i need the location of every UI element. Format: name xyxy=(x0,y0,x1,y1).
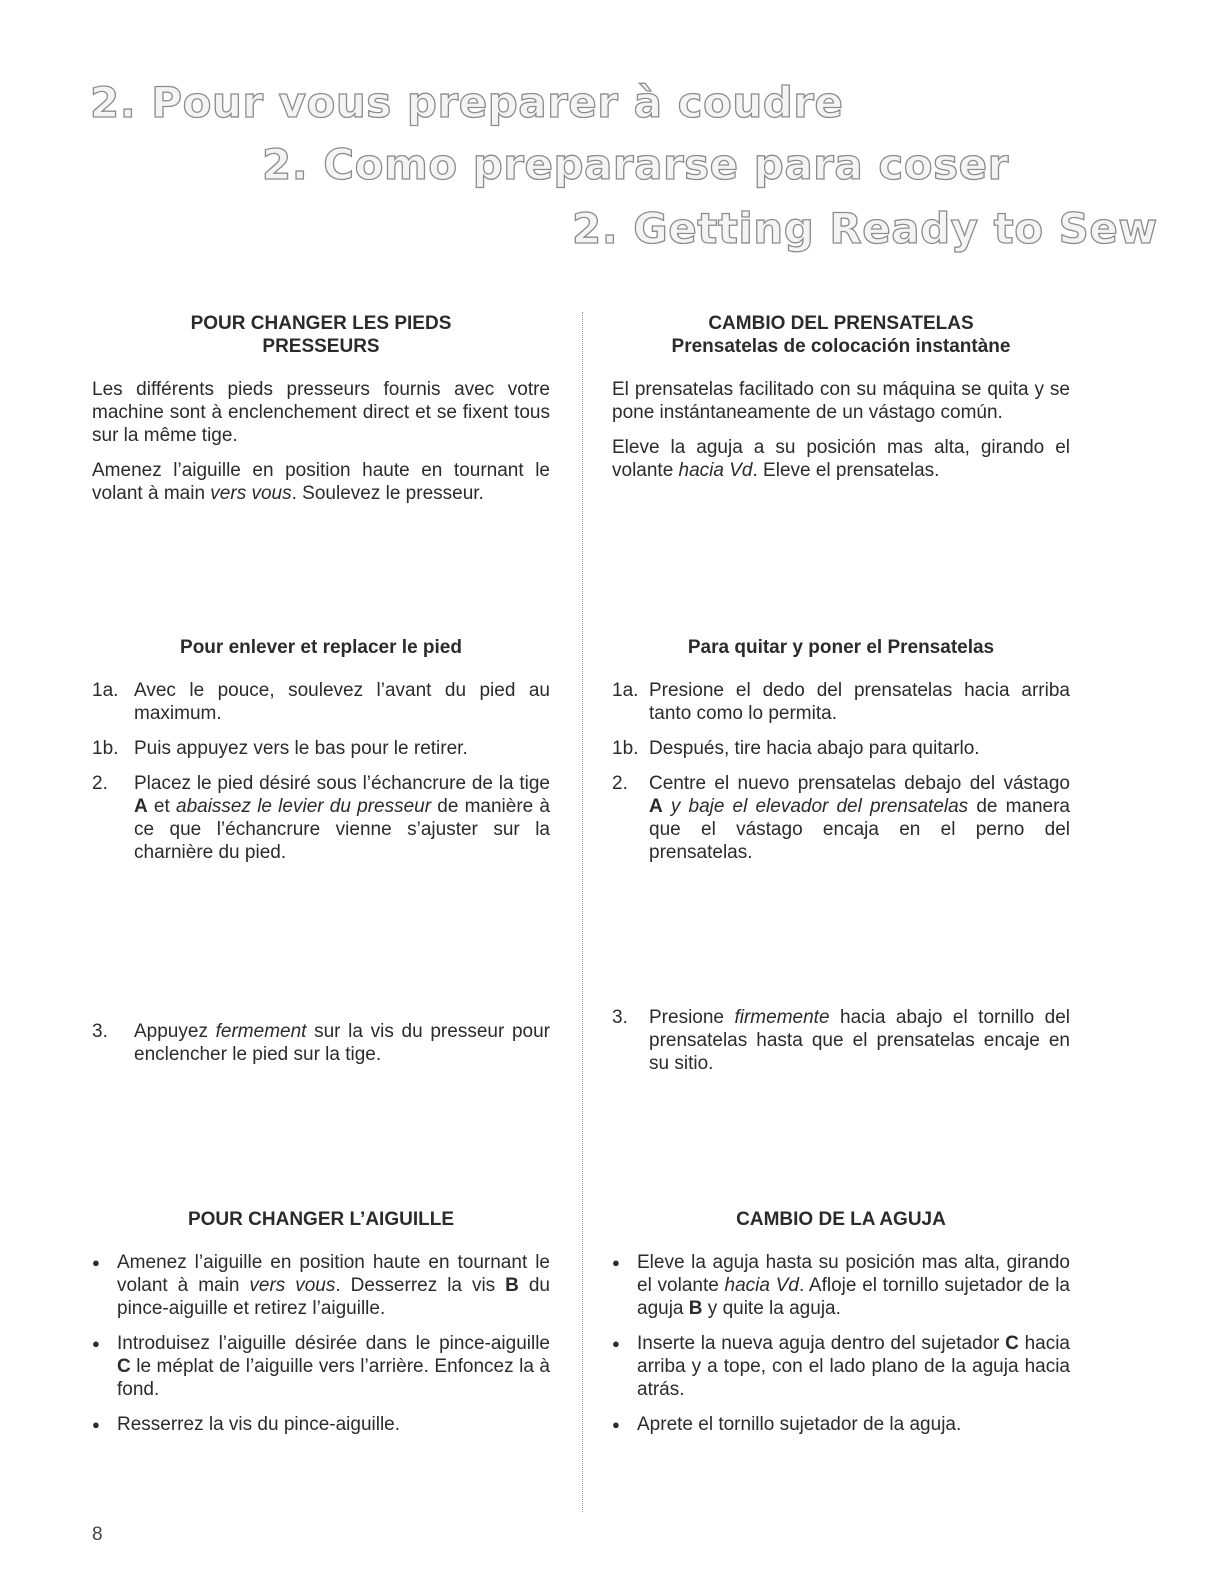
es-needle-bullet-1: ● Eleve la aguja hasta su posición mas alta, girando el volante hacia Vd. Afloje el tornillo sujetador de la aguja B y quite la aguja. xyxy=(612,1252,1070,1319)
es-step-3: 3. Presione firmemente hacia abajo el tornillo del prensatelas hasta que el prensatelas encaje en su sitio. xyxy=(612,1007,1070,1074)
es-needle-bullet-2: ● Inserte la nueva aguja dentro del sujetador C hacia arriba y a tope, con el lado plano de la aguja hacia atrás. xyxy=(612,1333,1070,1400)
title-french: 2. Pour vous preparer à coudre xyxy=(90,78,844,127)
page-number: 8 xyxy=(92,1524,103,1545)
fr-step-2: 2. Placez le pied désiré sous l’échancrure de la tige A et abaissez le levier du presseur de manière à ce que l’échancrure vienne s’ajuster sur la charnière du pied. xyxy=(92,773,550,863)
es-presser-paragraph-1: El prensatelas facilitado con su máquina se quita y se pone instántaneamente de un vástago común. xyxy=(612,379,1070,423)
bullet-icon: ● xyxy=(612,1255,620,1270)
fr-presser-section xyxy=(92,312,550,517)
fr-remove-section xyxy=(92,636,550,876)
fr-needle-bullet-1: ● Amenez l’aiguille en position haute en tournant le volant à main vers vous. Desserrez la vis B du pince-aiguille et retirez l’aiguille. xyxy=(92,1252,550,1319)
fr-step-3: 3. Appuyez fermement sur la vis du presseur pour enclencher le pied sur la tige. xyxy=(92,1021,550,1065)
es-needle-bullet-3: ● Aprete el tornillo sujetador de la aguja. xyxy=(612,1414,962,1435)
es-presser-paragraph-2: Eleve la aguja a su posición mas alta, girando el volante hacia Vd. Eleve el prensatelas. xyxy=(612,437,1070,481)
fr-needle-heading: POUR CHANGER L’AIGUILLE xyxy=(187,1209,454,1230)
fr-remove-heading: Pour enlever et replacer le pied xyxy=(180,637,462,658)
bullet-icon: ● xyxy=(92,1255,100,1270)
fr-needle-section xyxy=(92,1208,550,1448)
fr-step-1b: 1b. Puis appuyez vers le bas pour le retirer. xyxy=(92,738,468,759)
fr-needle-bullet-2: ● Introduisez l’aiguille désirée dans le pince-aiguille C le méplat de l’aiguille vers l’arrière. Enfoncez la à fond. xyxy=(92,1333,550,1400)
bullet-icon: ● xyxy=(612,1336,620,1351)
fr-step-1a: 1a. Avec le pouce, soulevez l’avant du pied au maximum. xyxy=(92,680,550,724)
es-step-3-section xyxy=(612,1006,1070,1087)
es-step-1b: 1b. Después, tire hacia abajo para quitarlo. xyxy=(612,738,980,759)
bullet-icon: ● xyxy=(92,1336,100,1351)
es-needle-heading: CAMBIO DE LA AGUJA xyxy=(736,1209,946,1230)
bullet-icon: ● xyxy=(92,1417,100,1432)
title-english: 2. Getting Ready to Sew xyxy=(572,204,1158,253)
title-spanish: 2. Como prepararse para coser xyxy=(262,140,1009,189)
es-presser-heading: CAMBIO DEL PRENSATELAS Prensatelas de colocación instantàne xyxy=(671,313,1011,357)
es-remove-heading: Para quitar y poner el Prensatelas xyxy=(687,637,995,658)
es-step-1a: 1a. Presione el dedo del prensatelas hacia arriba tanto como lo permita. xyxy=(612,680,1070,724)
fr-step-3-section xyxy=(92,1020,550,1078)
column-divider xyxy=(582,312,583,1512)
fr-needle-bullet-3: ● Resserrez la vis du pince-aiguille. xyxy=(92,1414,401,1435)
fr-presser-paragraph-1: Les différents pieds presseurs fournis avec votre machine sont à enclenchement direct et se fixent tous sur la même tige. xyxy=(92,379,550,446)
es-presser-section xyxy=(612,312,1070,494)
es-step-2: 2. Centre el nuevo prensatelas debajo del vástago A y baje el elevador del prensatelas de manera que el vástago encaja en el perno del prensatelas. xyxy=(612,773,1070,863)
es-remove-section xyxy=(612,636,1070,876)
bullet-icon: ● xyxy=(612,1417,620,1432)
fr-presser-paragraph-2: Amenez l’aiguille en position haute en tournant le volant à main vers vous. Soulevez le presseur. xyxy=(92,460,550,504)
fr-presser-heading: POUR CHANGER LES PIEDS PRESSEURS xyxy=(190,313,452,357)
es-needle-section xyxy=(612,1208,1070,1448)
